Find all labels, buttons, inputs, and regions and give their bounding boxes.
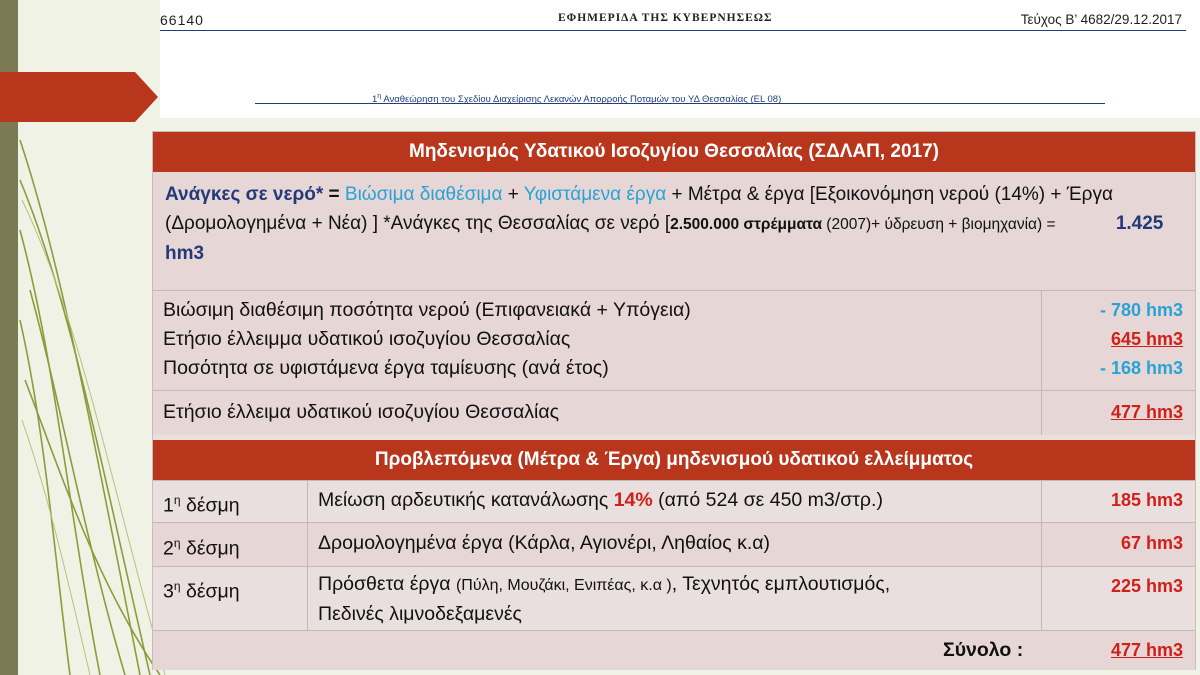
needs-year: (2007)+ ύδρευση + βιομηχανία) =	[822, 216, 1060, 233]
bundle-3-desc	[318, 570, 918, 629]
bundle-row-1	[153, 480, 1195, 523]
gazette-title: ΕΦΗΜΕΡΙΔΑ ΤΗΣ ΚΥΒΕΡΝΗΣΕΩΣ	[558, 12, 773, 24]
bundle-2-value-cell	[1042, 523, 1195, 567]
needs-eq: =	[323, 184, 345, 205]
bundle-3-value: 225 hm3	[1110, 576, 1183, 596]
balance-label-1: Βιώσιμη διαθέσιμη ποσότητα νερού (Επιφανειακά + Υπόγεια)	[163, 299, 691, 321]
bundle-3-word: δέσμη	[180, 580, 240, 603]
balance-values-cell	[1042, 291, 1195, 391]
bundle-row-2	[153, 522, 1195, 567]
bundle-2-name-cell	[153, 523, 308, 567]
bundle-3-value-cell	[1042, 567, 1195, 631]
balance-label-2: Ετήσιο έλλειμμα υδατικού ισοζυγίου Θεσσαλίας	[163, 328, 571, 350]
balance-label-3: Ποσότητα σε υφιστάμενα έργα ταμίευσης (ανά έτος)	[163, 357, 609, 379]
bundle-3-name-cell	[153, 567, 308, 631]
bundle-3-num: 3	[163, 580, 174, 603]
balance-labels-cell	[153, 291, 1042, 391]
bundle-1-value-cell	[1042, 481, 1195, 523]
bundle-3-desc-a: Πρόσθετα έργα	[318, 573, 456, 595]
water-needs-text	[165, 180, 1175, 268]
bundle-3-desc-b: , Τεχνητός εμπλουτισμός, Πεδινές λιμνοδεξαμενές	[318, 573, 891, 625]
total-value: 477 hm3	[1110, 640, 1183, 660]
subtitle-number: 1	[372, 94, 378, 106]
bundle-1-desc-cell	[308, 481, 1042, 523]
bundle-1-desc	[318, 486, 883, 515]
bundle-1-desc-b: (από 524 σε 450 m3/στρ.)	[652, 489, 883, 511]
needs-area: 2.500.000 στρέμματα	[670, 216, 822, 233]
needs-plus: +	[502, 184, 524, 205]
balance-value-1: - 780 hm3	[1099, 300, 1183, 320]
bundle-2-name	[163, 529, 240, 564]
deficit-label-cell	[153, 391, 1042, 435]
needs-existing: Υφιστάμενα έργα	[523, 184, 667, 205]
bundle-3-desc-small: (Πύλη, Μουζάκι, Ενιπέας, κ.α )	[455, 577, 672, 594]
total-label: Σύνολο :	[943, 639, 1024, 661]
needs-label: Ανάγκες σε νερό*	[165, 184, 324, 205]
subtitle-text: Αναθεώρηση του Σχεδίου Διαχείρισης Λεκανών Απορροής Ποταμών του ΥΔ Θεσσαλίας (EL 08)	[383, 94, 782, 106]
table-header-measures: Προβλεπόμενα (Μέτρα & Έργα) μηδενισμού υδατικού ελλείμματος	[153, 440, 1195, 480]
bundle-1-name	[163, 486, 240, 521]
bundle-1-pct: 14%	[613, 489, 653, 511]
bundle-2-value: 67 hm3	[1120, 533, 1183, 553]
balance-value-2: 645 hm3	[1110, 329, 1183, 349]
needs-value: 1.425 hm3	[165, 213, 1164, 264]
table-header-balance: Μηδενισμός Υδατικού Ισοζυγίου Θεσσαλίας (ΣΔΛΑΠ, 2017)	[153, 132, 1195, 172]
needs-rest: + Μέτρα & έργα [Εξοικονόμηση νερού (14%) + Έργα (Δρομολογημένα + Νέα) ] *Ανάγκες της Θεσσαλίας σε νερό [	[165, 184, 1113, 234]
water-balance-table	[153, 132, 1195, 669]
deficit-row	[153, 390, 1195, 435]
gazette-issue: Τεύχος Β’ 4682/29.12.2017	[1020, 12, 1182, 27]
gazette-header	[160, 0, 1200, 118]
subtitle-sup: η	[377, 93, 382, 100]
total-row	[153, 630, 1195, 670]
bundle-2-desc-cell	[308, 523, 1042, 567]
bundle-2-sup: η	[173, 536, 181, 550]
gazette-subtitle-rule	[255, 103, 1105, 104]
bundle-2-desc: Δρομολογημένα έργα (Κάρλα, Αγιονέρι, Ληθαίος κ.α)	[318, 532, 771, 554]
bundle-1-word: δέσμη	[180, 494, 240, 517]
deficit-value-cell	[1042, 391, 1195, 435]
bundle-1-num: 1	[163, 494, 174, 517]
bundle-row-3	[153, 566, 1195, 631]
bundle-3-sup: η	[173, 579, 181, 593]
bundle-2-word: δέσμη	[180, 537, 240, 560]
bundle-1-desc-a: Μείωση αρδευτικής κατανάλωσης	[318, 489, 614, 511]
bundle-1-sup: η	[173, 493, 181, 507]
bundle-2-num: 2	[163, 537, 174, 560]
bundle-3-desc-cell	[308, 567, 1042, 631]
bundle-3-name	[163, 572, 240, 607]
bundle-1-value: 185 hm3	[1110, 490, 1183, 510]
red-arrow-marker	[0, 72, 160, 122]
balance-value-3: - 168 hm3	[1099, 358, 1183, 378]
gazette-page-number: 66140	[160, 12, 204, 28]
deficit-value: 477 hm3	[1110, 402, 1183, 422]
balance-rows	[153, 290, 1195, 391]
deficit-label: Ετήσιο έλλειμα υδατικού ισοζυγίου Θεσσαλίας	[163, 401, 560, 423]
gazette-rule	[160, 30, 1186, 31]
bundle-1-name-cell	[153, 481, 308, 523]
needs-sustainable: Βιώσιμα διαθέσιμα	[344, 184, 503, 205]
